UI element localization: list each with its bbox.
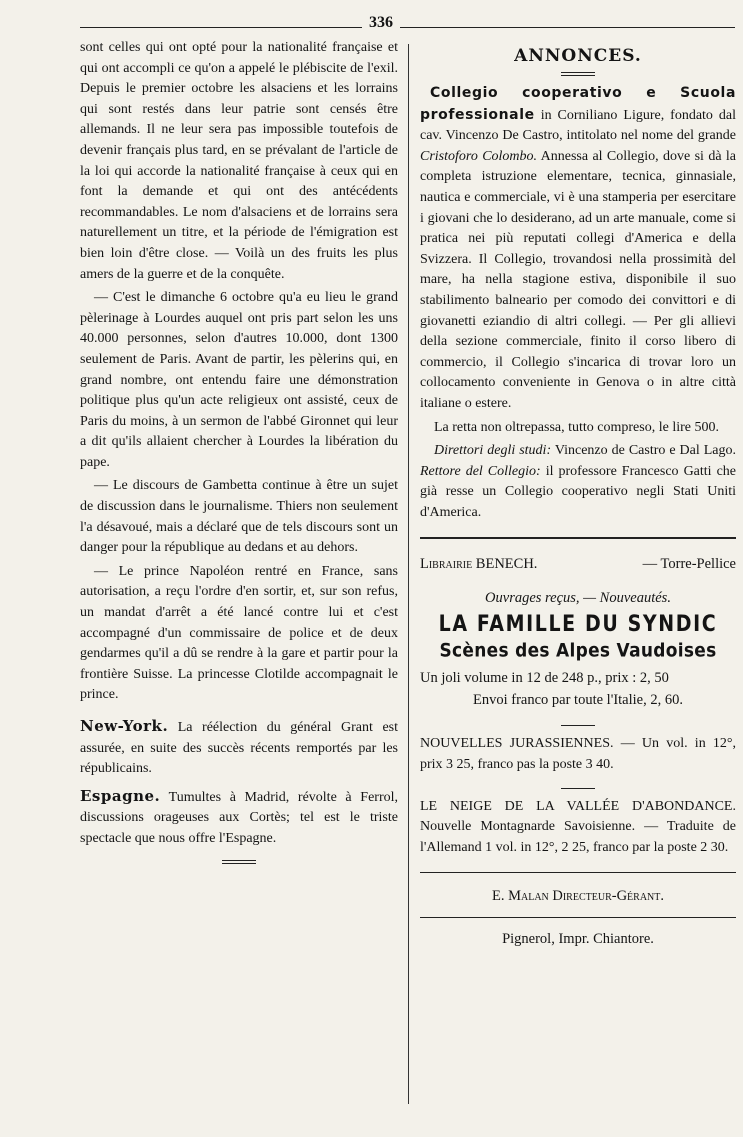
section-end-rule bbox=[222, 860, 256, 861]
ad-collegio-colombo: Cristoforo Colombo. bbox=[420, 148, 538, 164]
book-subtitle: Scènes des Alpes Vaudoises bbox=[439, 640, 717, 663]
librairie-line bbox=[420, 553, 736, 575]
ad-neige-abondance: LE NEIGE DE LA VALLÉE D'ABONDANCE. Nouvelle Montagnarde Savoisienne. — Traduite de l'Allemand 1 vol. in 12°, 2 25, franco par la poste 2 30. bbox=[420, 798, 736, 855]
librairie-place: — Torre-Pellice bbox=[642, 556, 736, 573]
article-paragraph-alsace: sont celles qui ont opté pour la nationalité française et qui ont accompli ce qu'on a appelé le plébiscite de l'exil. Depuis le premier octobre les alsaciens et les lorrains qui sont restés dans leur patrie sont censés être allemands. Il ne leur sera pas impossible toutefois de devenir français plus tard, en se prévalant de l'article de la loi qui accorde la nationalité française à ceux qui en font la demande et qui ont des antécédents recommandables. Le nom d'alsaciens et de lorrains sera naturellement un titre, et la période de l'émigration est bien loin d'être close. — Voilà un des fruits les plus amers de la guerre et de la conquête. bbox=[80, 40, 398, 282]
ad-collegio-direttori bbox=[420, 441, 736, 523]
direttori-label: Direttori degli studi: bbox=[434, 443, 552, 459]
director-name: E. Malan Directeur-Gérant. bbox=[491, 888, 664, 905]
ad-collegio-text-b: Annessa al Collegio, dove si dà la completa istruzione elementare, tecnica, ginnasiale, nautica e commerciale, vi è una stamperia per esercitare i giovani che lo desiderano, ad un arte manuale, come si pratica nei più reputati collegi d'America e della Svizzera. Il Collegio, trovandosi nella prossimità del mare, ha nella stagione estiva, disponibile il suo stabilimento balneario per comodo dei convittori e di giovanetti eziandio di altri collegi. — Per gli allievi della sezione commerciale, finito il corso libero di commercio, il Collegio s'incarica di trovar loro un collocamento conveniente in Genova o in altre città italiane o estere. bbox=[420, 148, 736, 411]
page-number: 336 bbox=[369, 14, 393, 31]
news-item-espagne bbox=[80, 786, 398, 850]
annonces-title: ANNONCES. bbox=[514, 46, 642, 66]
ad-collegio-headline: Collegio cooperativo e Scuola professionale bbox=[420, 85, 736, 123]
ad-collegio bbox=[420, 83, 736, 415]
jura-rule bbox=[561, 788, 595, 789]
city-heading-espagne: Espagne. bbox=[80, 786, 161, 805]
book-rule bbox=[561, 725, 595, 726]
article-paragraph-lourdes: — C'est le dimanche 6 octobre qu'a eu lieu le grand pèlerinage à Lourdes auquel ont pris part selon les uns 40.000 personnes, selon d'autres 10.000, dont 1300 seulement de Paris. Avant de partir, les pèlerins qui, en grand nombre, ont entendu faire une démonstration politique plus qu'un acte religieux ont assisté, ceux de Paris du moins, à un sermon de l'abbé Gironnet qui leur a dit qu'ils allaient chercher à Lourdes la libération du pape. bbox=[80, 290, 398, 470]
printer-line: Pignerol, Impr. Chiantore. bbox=[502, 931, 654, 948]
direttori-names: Vincenzo de Castro e Dal Lago. bbox=[554, 443, 736, 459]
footer-rule-top bbox=[420, 872, 736, 873]
header-rule-right bbox=[400, 27, 735, 28]
article-paragraph-gambetta: — Le discours de Gambetta continue à être un sujet de discussion dans le journalisme. Thiers non seulement l'a désavoué, mais a déclaré que de tels discours sont un danger pour la république au dedans et au dehors. bbox=[80, 478, 398, 556]
rettore-text: il professore Francesco Gatti che già resse un Collegio cooperativo negli Stati Uniti d'America. bbox=[420, 463, 736, 520]
director-line bbox=[420, 885, 736, 907]
rettore-label: Rettore del Collegio: bbox=[420, 463, 541, 479]
city-heading-new-york: New-York. bbox=[80, 717, 169, 735]
news-text-espagne: Tumultes à Madrid, révolte à Ferrol, discussions orageuses aux Cortès; tel est le triste spectacle que nous offre l'Espagne. bbox=[80, 789, 399, 846]
annonces-rule bbox=[561, 72, 595, 73]
ad-separator bbox=[420, 537, 736, 539]
book-shipping-line: Envoi franco par toute l'Italie, 2, 60. bbox=[473, 692, 683, 709]
news-item-new-york bbox=[80, 716, 398, 780]
ouvrages-recus: Ouvrages reçus, — Nouveautés. bbox=[485, 590, 671, 607]
book-title: LA FAMILLE DU SYNDIC bbox=[438, 611, 718, 638]
book-price-line: Un joli volume in 12 de 248 p., prix : 2, 50 bbox=[420, 670, 669, 687]
right-column bbox=[420, 38, 736, 950]
ad-nouvelles-jurassiennes: NOUVELLES JURASSIENNES. — Un vol. in 12°, prix 3 25, franco pas la poste 3 40. bbox=[420, 736, 736, 773]
ad-collegio-retta: La retta non oltrepassa, tutto compreso, le lire 500. bbox=[434, 419, 719, 435]
ad-collegio-text-a: in Corniliano Ligure, fondato dal cav. Vincenzo De Castro, intitolato nel nome del grande bbox=[420, 107, 736, 144]
article-paragraph-napoleon: — Le prince Napoléon rentré en France, sans autorisation, a reçu l'ordre d'en sortir, et, sur son refus, un mandat d'arrêt a été lancé contre lui et c'est accompagné d'un commissaire de police et de deux gendarmes qu'il a dû se rendre à la gare et partir pour la frontière Suisse. La princesse Clotilde accompagnait le prince. bbox=[80, 563, 398, 703]
news-text-new-york: La réélection du général Grant est assurée, en suite des succès récents remportés par les républicains. bbox=[80, 720, 399, 777]
librairie-name: Librairie BENECH. bbox=[420, 556, 538, 573]
column-divider bbox=[408, 44, 409, 1104]
header-rule-left bbox=[80, 27, 362, 28]
footer-rule-bottom bbox=[420, 917, 736, 918]
left-column bbox=[80, 38, 398, 871]
